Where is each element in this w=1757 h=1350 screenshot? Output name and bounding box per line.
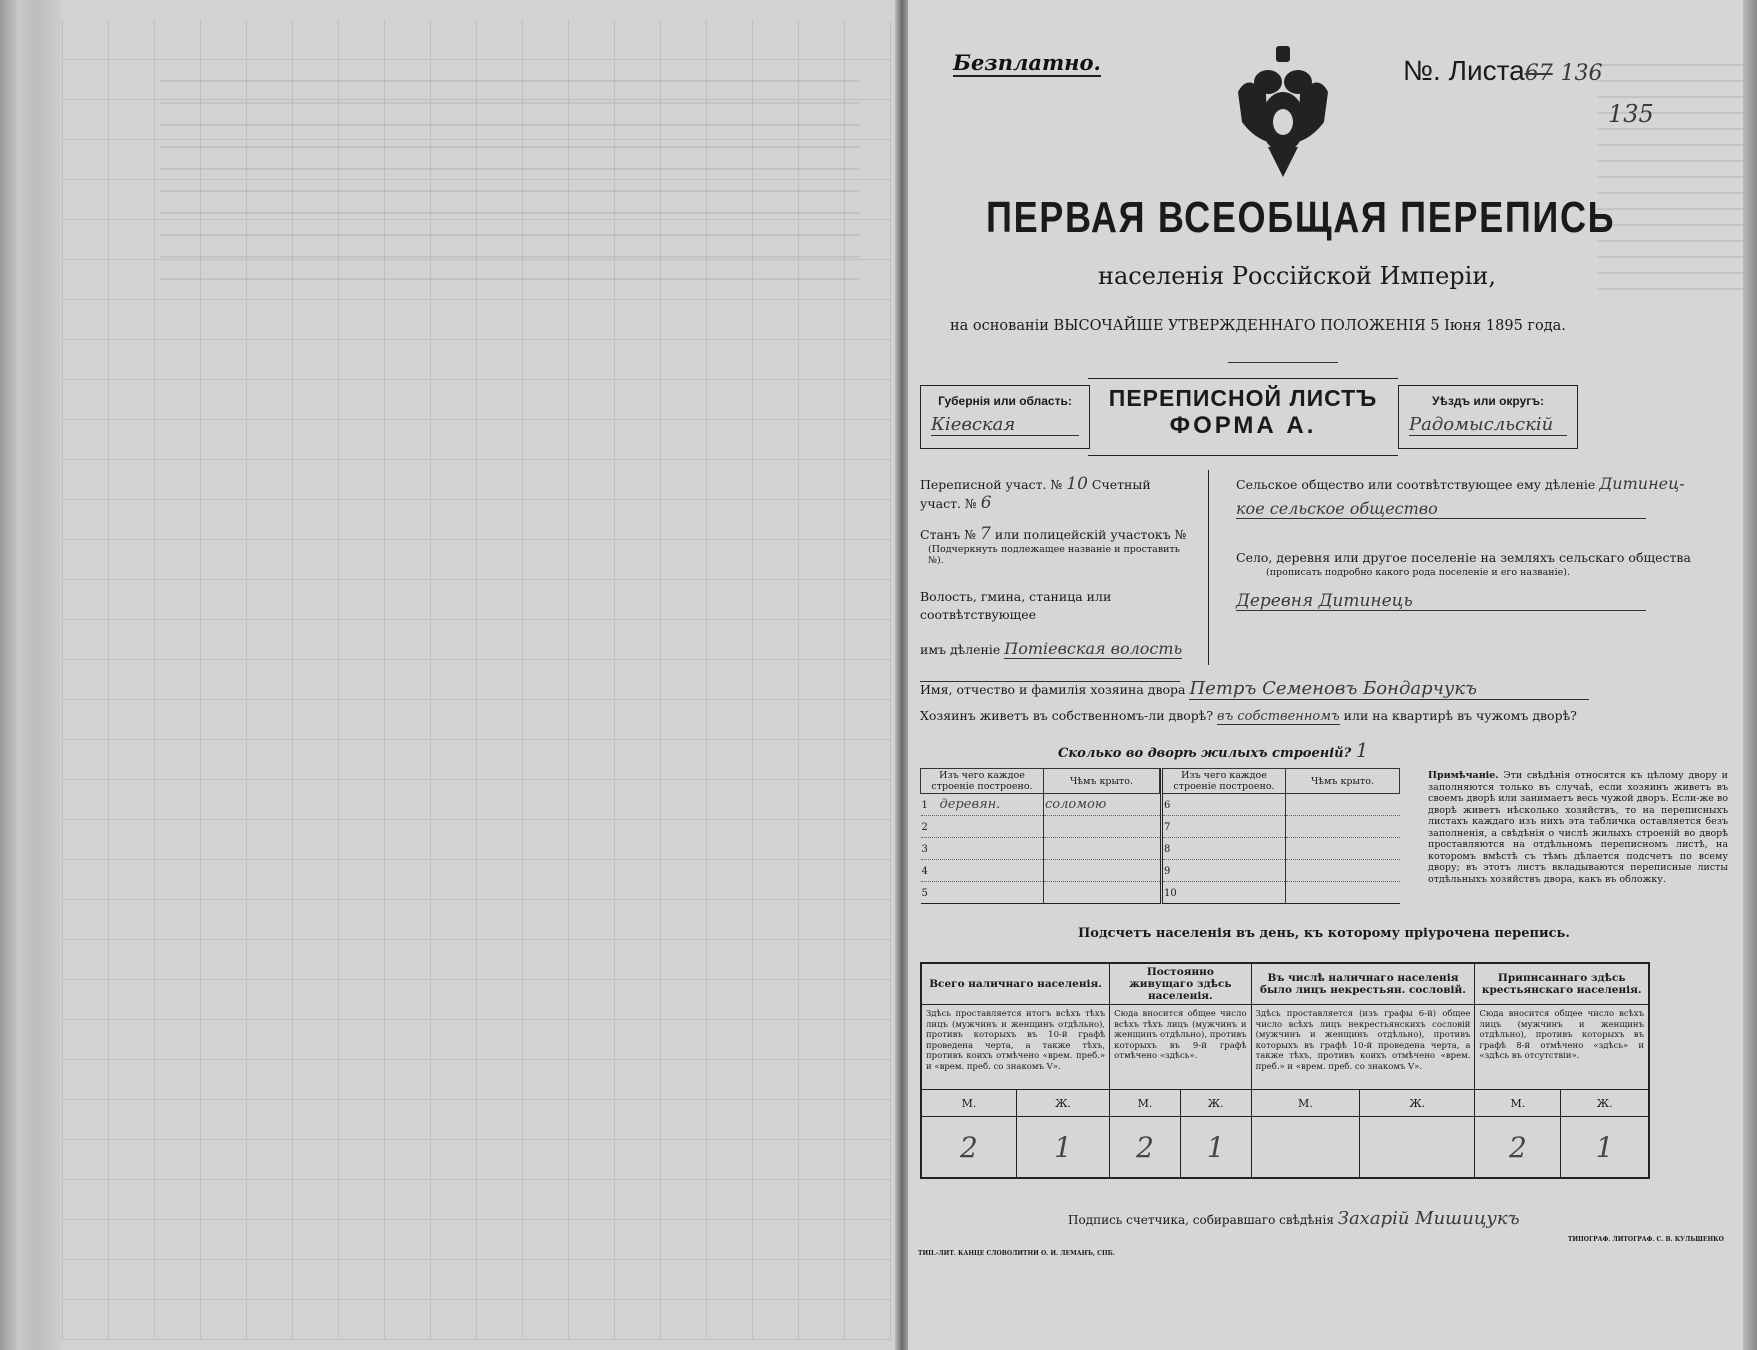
roof-value [1286, 816, 1400, 838]
roof-value [1286, 794, 1400, 816]
material-cell [921, 838, 1044, 860]
district-right [1236, 475, 1726, 611]
material-value: деревян. [939, 797, 1001, 812]
group-title: Приписаннаго здѣсь крестьянскаго населенія. [1475, 963, 1649, 1005]
row-number: 9 [1164, 866, 1171, 877]
society-value-2: кое сельское общество [1236, 500, 1646, 519]
owner-name-row [920, 678, 1740, 700]
owner-name-value: Петръ Семеновъ Бондарчукъ [1189, 678, 1589, 700]
male-count: 2 [921, 1117, 1016, 1179]
male-label: М. [1251, 1090, 1360, 1117]
group-title: Всего наличнаго населенія. [921, 963, 1110, 1005]
male-count: 2 [1475, 1117, 1561, 1179]
stan-label: Станъ № [920, 527, 977, 542]
note-label: Примѣчаніе. [1428, 770, 1499, 781]
male-label: М. [1110, 1090, 1181, 1117]
roof-value [1044, 838, 1160, 860]
gubernia-label: Губернія или область: [938, 394, 1072, 408]
note-block [1428, 770, 1728, 885]
count-plot-label: Счетный участ. № [920, 477, 1151, 511]
village-value: Деревня Дитинець [1236, 592, 1646, 611]
basis-line: на основаніи ВЫСОЧАЙШЕ УТВЕРЖДЕННАГО ПОЛОЖЕНІЯ 5 Іюня 1895 года. [950, 318, 1566, 334]
row-number: 10 [1164, 888, 1177, 899]
male-label: М. [1475, 1090, 1561, 1117]
lives-value: въ собственномъ [1217, 709, 1340, 724]
group-desc: Здѣсь проставляется итогъ всѣхъ тѣхъ лицъ (мужчинъ и женщинъ отдѣльно), противъ которыхъ въ 10-й графѣ проведена черта, а также тѣхъ, противъ коихъ отмѣчено «врем. преб.» и «врем. преб. со знакомъ V». [921, 1005, 1110, 1090]
volost-value: Потіевская волость [1004, 639, 1183, 658]
page-stack-edge [0, 0, 62, 1350]
signature-row [1068, 1208, 1520, 1229]
table-row [1162, 794, 1400, 816]
material-cell [921, 816, 1044, 838]
material-cell [921, 860, 1044, 882]
male-label: М. [921, 1090, 1016, 1117]
owner-name-label: Имя, отчество и фамилія хозяина двора [920, 682, 1186, 697]
material-cell [1162, 816, 1286, 838]
table-row [921, 882, 1160, 904]
col-material: Изъ чего каждое строеніе построено. [1162, 769, 1286, 794]
row-number: 2 [921, 822, 928, 833]
row-number: 4 [921, 866, 928, 877]
page-edge [1743, 0, 1757, 1350]
population-heading: Подсчетъ населенія въ день, къ которому пріурочена перепись. [1078, 926, 1570, 941]
female-label: Ж. [1561, 1090, 1649, 1117]
row-number: 8 [1164, 844, 1171, 855]
gubernia-value: Кіевская [931, 414, 1079, 436]
signature-value: Захарій Мишицукъ [1337, 1208, 1520, 1229]
column-divider [1208, 470, 1209, 665]
male-count [1251, 1117, 1360, 1179]
population-table [920, 962, 1650, 1179]
material-cell [1162, 838, 1286, 860]
village-label: Село, деревня или другое поселеніе на земляхъ сельскаго общества [1236, 550, 1691, 565]
book-spine [895, 0, 909, 1350]
group-desc: Сюда вносится общее число всѣхъ тѣхъ лицъ (мужчинъ и женщинъ отдѣльно), противъ которыхъ въ 9-й графѣ отмѣчено «здѣсь». [1110, 1005, 1251, 1090]
roof-value [1286, 882, 1400, 904]
roof-value [1044, 860, 1160, 882]
society-value-1: Дитинец- [1599, 474, 1685, 493]
lives-label-b: или на квартирѣ въ чужомъ дворѣ? [1343, 708, 1577, 723]
census-plot-value: 10 [1066, 474, 1088, 494]
village-note: (прописать подробно какого рода поселеніе и его названіе). [1266, 567, 1570, 578]
table-row [921, 794, 1160, 816]
underline-note: (Подчеркнуть подлежащее названіе и проставить №). [928, 544, 1180, 566]
buildings-table-left [920, 768, 1160, 904]
female-label: Ж. [1180, 1090, 1251, 1117]
main-title: ПЕРВАЯ ВСЕОБЩАЯ ПЕРЕПИСЬ [986, 193, 1616, 242]
roof-value [1286, 838, 1400, 860]
female-label: Ж. [1016, 1090, 1109, 1117]
col-roof: Чѣмъ крыто. [1044, 769, 1160, 794]
table-row [921, 860, 1160, 882]
table-row [1162, 838, 1400, 860]
buildings-label: Сколько во дворѣ жилыхъ строеній? [1058, 746, 1352, 761]
table-row [921, 816, 1160, 838]
stan-value: 7 [980, 524, 991, 544]
uezd-value: Радомысльскій [1409, 414, 1567, 436]
table-row [1162, 860, 1400, 882]
group-desc: Здѣсь проставляется (изъ графы 6-й) общее число всѣхъ лицъ некрестьянскихъ сословій (мужчинъ и женщинъ отдѣльно), противъ которыхъ въ графѣ 10-й проведена черта, а также тѣхъ, противъ коихъ отмѣчено «врем. преб.» и «врем. преб. со знакомъ V». [1251, 1005, 1475, 1090]
material-cell [921, 882, 1044, 904]
printer-left: ТИП.-ЛИТ. КАНЦЕ СЛОВОЛИТНИ О. И. ЛЕМАНЪ, СПБ. [918, 1250, 1115, 1257]
buildings-row [1058, 738, 1369, 762]
female-label: Ж. [1360, 1090, 1475, 1117]
roof-value: соломою [1044, 794, 1160, 816]
col-roof: Чѣмъ крыто. [1286, 769, 1400, 794]
census-form-page [908, 0, 1757, 1350]
group-title: Въ числѣ наличнаго населенія было лицъ некрестьян. сословій. [1251, 963, 1475, 1005]
coat-of-arms-icon [1228, 42, 1338, 182]
roof-value [1286, 860, 1400, 882]
row-number: 1 [921, 800, 928, 811]
signature-label: Подпись счетчика, собиравшаго свѣдѣнія [1068, 1213, 1334, 1227]
row-number: 7 [1164, 822, 1171, 833]
sheet-no-hand: 136 [1560, 61, 1603, 86]
table-row [921, 838, 1160, 860]
volost-label: Волость, гмина, станица или соотвѣтствующее [920, 589, 1112, 622]
volost-label2: имъ дѣленіе [920, 642, 1001, 657]
row-number: 3 [921, 844, 928, 855]
male-count: 2 [1110, 1117, 1181, 1179]
sheet-title: ПЕРЕПИСНОЙ ЛИСТЪ [1108, 385, 1378, 411]
table-row [1162, 882, 1400, 904]
female-count: 1 [1561, 1117, 1649, 1179]
roof-value [1044, 816, 1160, 838]
row-number: 6 [1164, 800, 1171, 811]
sheet-no-hand2: 135 [1608, 100, 1654, 128]
table-row [1162, 816, 1400, 838]
row-number: 5 [921, 888, 928, 899]
bleed-through [1597, 60, 1757, 290]
form-title-box [1088, 378, 1398, 456]
material-cell [1162, 882, 1286, 904]
sheet-no-struck: 67 [1524, 61, 1553, 86]
lives-label-a: Хозяинъ живетъ въ собственномъ-ли дворѣ? [920, 708, 1214, 723]
owner-lives-row [920, 708, 1740, 724]
group-title: Постоянно живущаго здѣсь населенія. [1110, 963, 1251, 1005]
female-count: 1 [1180, 1117, 1251, 1179]
female-count [1360, 1117, 1475, 1179]
census-plot-label: Переписной участ. № [920, 477, 1063, 492]
uezd-label: Уѣздъ или округъ: [1431, 394, 1545, 408]
society-label: Сельское общество или соотвѣтствующее ему дѣленіе [1236, 477, 1596, 492]
sheet-number [1403, 55, 1602, 87]
form-title: ФОРМА А. [1169, 412, 1317, 439]
material-cell [921, 794, 1044, 816]
count-plot-value: 6 [980, 493, 992, 513]
col-material: Изъ чего каждое строеніе построено. [921, 769, 1044, 794]
buildings-table-right [1160, 768, 1400, 904]
sheet-no-label: №. Листа [1403, 55, 1525, 86]
gubernia-box [920, 385, 1090, 449]
subtitle: населенія Россійской Имперіи, [1098, 262, 1496, 290]
roof-value [1044, 882, 1160, 904]
free-label: Безплатно. [953, 50, 1101, 75]
uezd-box [1398, 385, 1578, 449]
bleed-through [160, 80, 860, 280]
printer-right: ТИПОГРАФ. ЛИТОГРАФ. С. В. КУЛЬШЕНКО [1568, 1236, 1724, 1243]
material-cell [1162, 794, 1286, 816]
female-count: 1 [1016, 1117, 1109, 1179]
police-label: или полицейскій участокъ № [994, 527, 1187, 542]
material-cell [1162, 860, 1286, 882]
buildings-value: 1 [1355, 738, 1369, 762]
group-desc: Сюда вносится общее число всѣхъ лицъ (мужчинъ и женщинъ отдѣльно), противъ которыхъ въ графѣ 8-й отмѣчено «здѣсь» и «здѣсь въ отсутствіи». [1475, 1005, 1649, 1090]
note-text: Эти свѣдѣнія относятся къ цѣлому двору и заполняются только въ случаѣ, если хозяинъ живетъ въ своемъ дворѣ или занимаетъ весь чужой дворъ. Если-же во дворѣ живетъ нѣсколько хозяйствъ, то на переписныхъ листахъ каждаго изъ нихъ эта табличка оставляется безъ заполненія, а свѣдѣнія о числѣ жилыхъ строеній во дворѣ проставляются на отдѣльномъ переписномъ листѣ, на которомъ вмѣстѣ съ тѣмъ дѣлается подсчетъ по всему двору; въ этотъ листъ вкладываются переписные листы отдѣльныхъ хозяйствъ двора, какъ въ обложку. [1428, 770, 1728, 885]
district-left [920, 465, 1190, 682]
divider-ornament [1228, 362, 1338, 363]
